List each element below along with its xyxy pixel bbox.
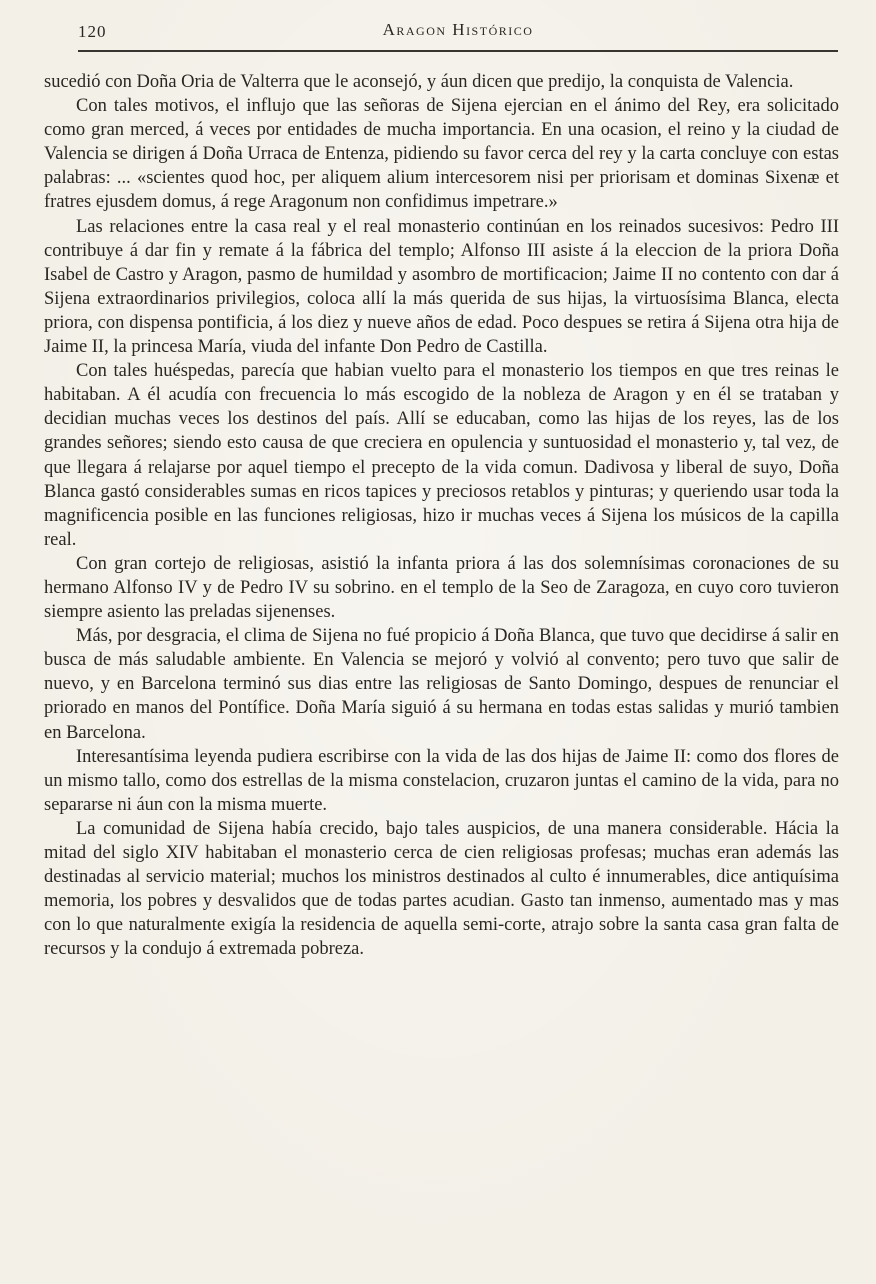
paragraph-1: sucedió con Doña Oria de Valterra que le aconsejó, y áun dicen que predijo, la conquista de Valencia.: [44, 72, 794, 92]
paragraph-2: Con tales motivos, el influjo que las señoras de Sijena ejercian en el ánimo del Rey, era solicitado como gran merced, á veces por entidades de mucha importancia. En una ocasion, el reino y la ciudad de Valencia se dirigen á Doña Urraca de Entenza, pidiendo su favor cerca del rey y la carta concluye con estas palabras: ... «scientes quod hoc, per aliquem alium intercesorem nisi per priorisam et dominas Sixenæ et fratres ejusdem domus, á rege Aragonum non confidimus impetrare.»: [44, 96, 839, 213]
running-title: Aragon Histórico: [382, 20, 534, 39]
paragraph-3: Las relaciones entre la casa real y el real monasterio continúan en los reinados sucesivos: Pedro III contribuye á dar fin y remate á la fábrica del templo; Alfonso III asiste á la eleccion de la priora Doña Isabel de Castro y Aragon, pasmo de humildad y asombro de mortificacion; Jaime II no contento con dar á Sijena extraordinarios privilegios, coloca allí la más querida de sus hijas, la virtuosísima Blanca, electa priora, con dispensa pontificia, á los diez y nueve años de edad. Poco despues se retira á Sijena otra hija de Jaime II, la princesa María, viuda del infante Don Pedro de Castilla.: [44, 216, 839, 358]
paragraph-8: La comunidad de Sijena había crecido, bajo tales auspicios, de una manera considerable. Hácia la mitad del siglo XIV habitaban el monasterio cerca de cien religiosas profesas; muchas eran además las destinadas al servicio material; muchos los ministros destinados al culto é innumerables, dice antiquísima memoria, los pobres y desvalidos que de todas partes acudian. Gasto tan inmenso, aumentado mas y mas con lo que naturalmente exigía la residencia de aquella semi-corte, atrajo sobre la santa casa gran falta de recursos y la condujo á extremada pobreza.: [44, 818, 839, 960]
page-number: 120: [78, 22, 107, 41]
paragraph-7: Interesantísima leyenda pudiera escribirse con la vida de las dos hijas de Jaime II: como dos flores de un mismo tallo, como dos estrellas de la misma constelacion, cruzaron juntas el camino de la vida, para no separarse ni áun con la misma muerte.: [44, 746, 839, 815]
paragraph-4: Con tales huéspedas, parecía que habian vuelto para el monasterio los tiempos en que tres reinas le habitaban. A él acudía con frecuencia lo más escogido de la nobleza de Aragon y en él se trataban y decidian muchas veces los destinos del país. Allí se educaban, como las hijas de los reyes, las de los grandes señores; siendo esto causa de que creciera en opulencia y suntuosidad el monasterio y, tal vez, de que llegara á relajarse por aquel tiempo el precepto de la vida comun. Dadivosa y liberal de suyo, Doña Blanca gastó considerables sumas en ricos tapices y preciosos retablos y pinturas; y queriendo usar toda la magnificencia posible en las funciones religiosas, hizo ir muchas veces á Sijena los músicos de la capilla real.: [44, 361, 839, 550]
body-text: [44, 70, 839, 961]
header-rule: [78, 50, 838, 52]
paragraph-5: Con gran cortejo de religiosas, asistió la infanta priora á las dos solemnísimas coronaciones de su hermano Alfonso IV y de Pedro IV su sobrino. en el templo de la Seo de Zaragoza, en cuyo coro tuvieron siempre asiento las preladas sijenenses.: [44, 553, 839, 623]
running-head: [78, 20, 838, 44]
paragraph-6: Más, por desgracia, el clima de Sijena no fué propicio á Doña Blanca, que tuvo que decidirse á salir en busca de más saludable ambiente. En Valencia se mejoró y volvió al convento; pero tuvo que salir de nuevo, y en Barcelona terminó sus dias entre las religiosas de Santo Domingo, despues de renunciar el priorado en manos del Pontífice. Doña María siguió á su hermana en todas estas salidas y murió tambien en Barcelona.: [44, 626, 839, 743]
